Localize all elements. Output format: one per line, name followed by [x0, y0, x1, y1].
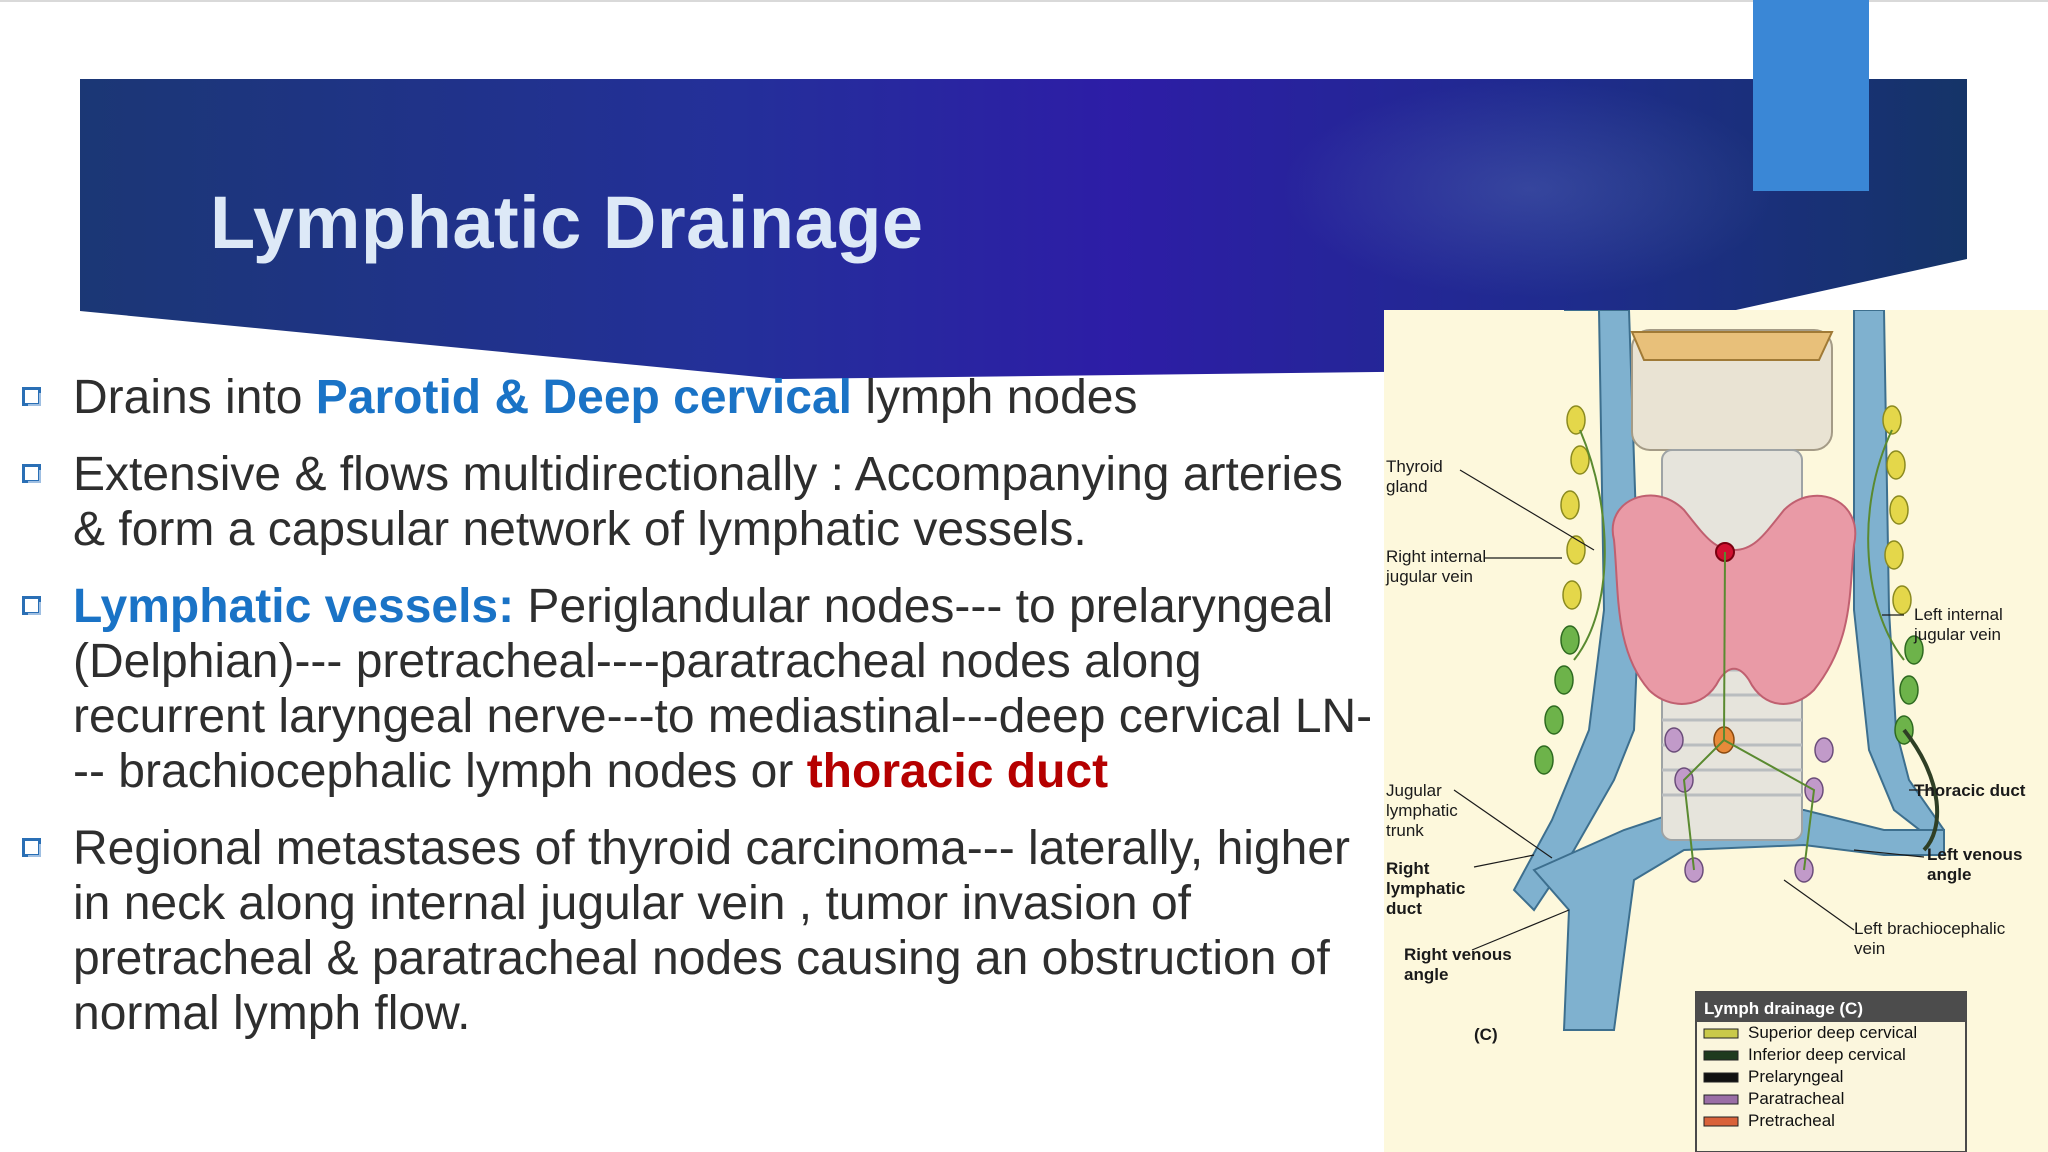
legend-label: Paratracheal: [1748, 1089, 1845, 1108]
bullet-item: [18, 821, 1378, 1041]
bullet-text-segment: lymph nodes: [852, 371, 1138, 424]
legend-title: Lymph drainage (C): [1704, 999, 1863, 1018]
label-thyroid-gland: Thyroid: [1386, 457, 1443, 476]
bullet-text-segment: Parotid & Deep cervical: [315, 371, 852, 424]
legend-label: Superior deep cervical: [1748, 1023, 1918, 1042]
legend-box: [1696, 992, 1966, 1152]
label-left-venous-angle: Left venous: [1927, 845, 2023, 864]
bullet-text-segment: thoracic duct: [806, 745, 1109, 798]
label-left-brachio: Left brachiocephalic: [1854, 919, 2006, 938]
label-right-lymph-duct-3: duct: [1386, 899, 1422, 918]
accent-bar: [1753, 0, 1869, 191]
label-panel: (C): [1474, 1025, 1498, 1044]
slide-title: Lymphatic Drainage: [210, 181, 924, 264]
anatomy-illustration: [1384, 310, 2048, 1152]
label-right-venous-angle: Right venous: [1404, 945, 1512, 964]
legend-label: Inferior deep cervical: [1748, 1045, 1906, 1064]
bullet-text-segment: Periglandular nodes--- to prelaryngeal (Delphian)--- pretracheal----paratracheal nodes along recurrent laryngeal nerve---to mediastinal---deep cervical LN--- brachiocephalic lymph nodes or: [73, 580, 1373, 798]
legend-swatch: [1704, 1095, 1738, 1104]
lymph-drainage-figure: [1384, 310, 2048, 1152]
legend-swatch: [1704, 1117, 1738, 1126]
bullet-item: [18, 447, 1378, 557]
label-left-brachio-2: vein: [1854, 939, 1886, 958]
bullet-item: [18, 579, 1378, 799]
checkbox-bullet-icon: [22, 387, 41, 406]
bullet-list: [18, 370, 1378, 1063]
checkbox-bullet-icon: [22, 464, 41, 483]
label-right-ijv: Right internal: [1386, 547, 1487, 566]
checkbox-bullet-icon: [22, 838, 41, 857]
legend-swatch: [1704, 1029, 1738, 1038]
legend-label: Pretracheal: [1748, 1111, 1835, 1130]
label-thyroid-gland-2: gland: [1386, 477, 1428, 496]
bullet-item: [18, 370, 1378, 425]
label-right-lymph-duct: Right: [1386, 859, 1430, 878]
legend-swatch: [1704, 1073, 1738, 1082]
label-left-ijv: Left internal: [1914, 605, 2003, 624]
label-left-venous-angle-2: angle: [1927, 865, 1972, 884]
legend-swatch: [1704, 1051, 1738, 1060]
banner-glow: [1280, 79, 1780, 299]
label-right-venous-angle-2: angle: [1404, 965, 1449, 984]
top-divider: [0, 0, 2048, 2]
label-jugular-trunk-3: trunk: [1386, 821, 1424, 840]
label-thoracic-duct: Thoracic duct: [1914, 781, 2026, 800]
label-jugular-trunk-2: lymphatic: [1386, 801, 1458, 820]
legend-label: Prelaryngeal: [1748, 1067, 1844, 1086]
label-right-lymph-duct-2: lymphatic: [1386, 879, 1466, 898]
bullet-text-segment: Extensive & flows multidirectionally : Accompanying arteries & form a capsular network of lymphatic vessels.: [73, 448, 1343, 556]
bullet-text-segment: Drains into: [73, 371, 316, 424]
label-left-ijv-2: jugular vein: [1914, 625, 2001, 644]
label-right-ijv-2: jugular vein: [1386, 567, 1473, 586]
checkbox-bullet-icon: [22, 596, 41, 615]
bullet-text-segment: Lymphatic vessels:: [73, 580, 515, 633]
label-jugular-trunk: Jugular: [1386, 781, 1442, 800]
bullet-text-segment: Regional metastases of thyroid carcinoma--- laterally, higher in neck along internal jugular vein , tumor invasion of pretracheal & paratracheal nodes causing an obstruction of normal lymph flow.: [73, 822, 1350, 1040]
